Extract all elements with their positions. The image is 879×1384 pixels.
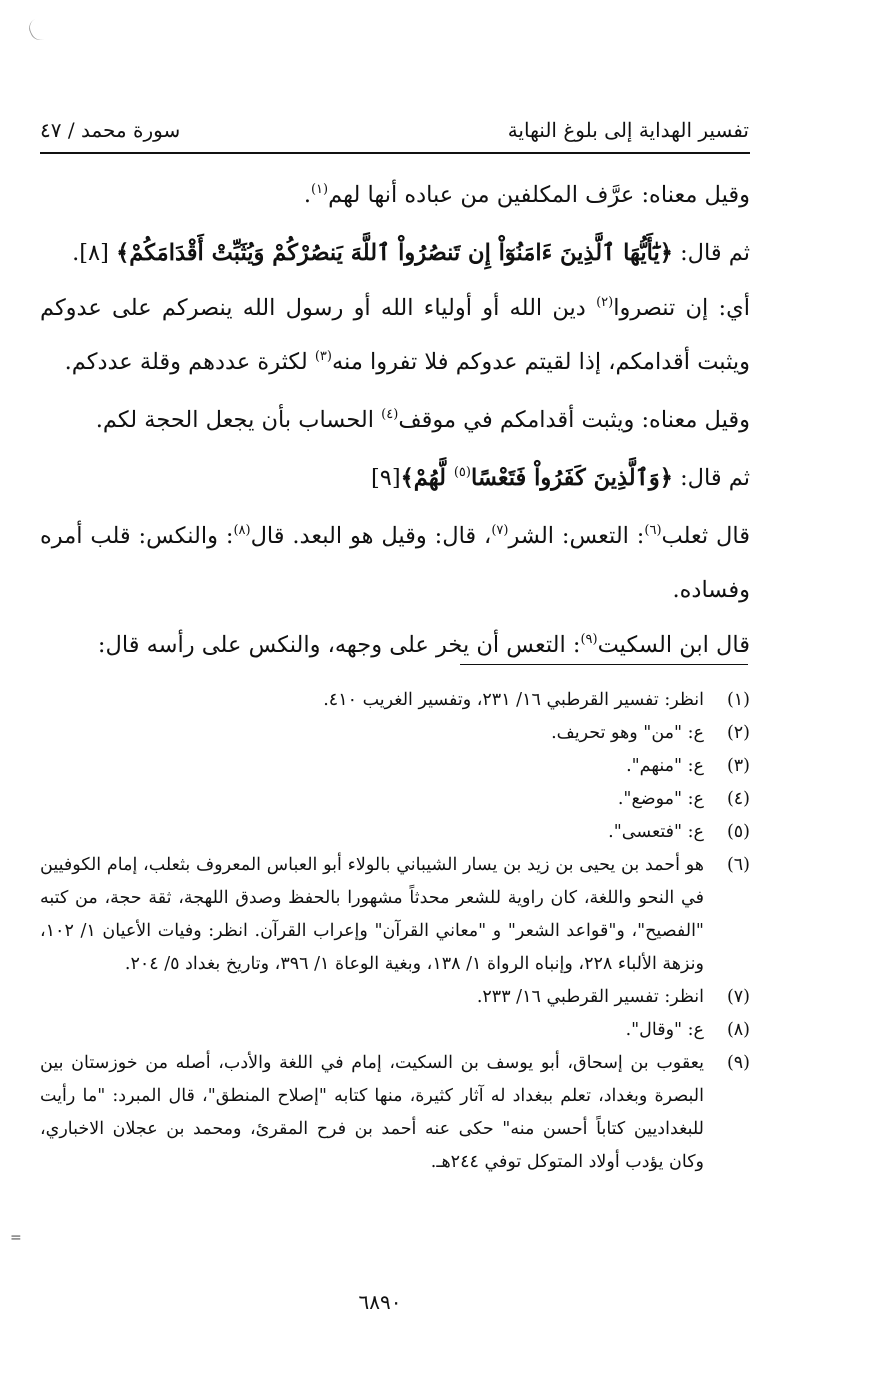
footnote-number: (٢) xyxy=(726,723,750,743)
footnote-text: ع: "من" وهو تحريف. xyxy=(551,723,704,743)
footnote xyxy=(40,783,750,816)
footnote-text: انظر: تفسير القرطبي ١٦/ ٢٣١، وتفسير الغريب ٤١٠. xyxy=(323,690,704,710)
header-rule xyxy=(40,152,750,154)
verse-ref: [٩] xyxy=(370,465,401,491)
footnote-ref: (٨) xyxy=(233,523,251,538)
footnote xyxy=(40,981,750,1014)
footnote xyxy=(40,684,750,717)
paragraph-1: وقيل معناه: عرَّف المكلفين من عباده أنها لهم$^{(١)}$. xyxy=(303,182,750,208)
footnotes-rule xyxy=(460,664,748,665)
paragraph-7: قال ابن السكيت$^{(٩)}$: التعس أن يخر على وجهه، والنكس على رأسه قال: xyxy=(97,632,750,658)
footnote-number: (٤) xyxy=(726,789,750,809)
footnote-number: (١) xyxy=(726,690,750,710)
margin-mark: = xyxy=(10,1230,22,1246)
footnote xyxy=(40,1047,750,1179)
paragraph-3: أي: إن تنصروا$^{(٢)}$ دين الله أو أولياء الله أو رسول الله ينصركم على عدوكم ويثبت أقدامكم، إذا لقيتم عدوكم فلا تفروا منه$^{(٣)}$ لكثرة عددهم وقلة عددكم. xyxy=(40,295,750,375)
quran-verse: ﴿وَٱلَّذِينَ كَفَرُواْ فَتَعْسًا xyxy=(470,465,673,491)
footnote-text: ع: "منهم". xyxy=(626,756,704,776)
footnote xyxy=(40,1014,750,1047)
footnote-number: (٧) xyxy=(726,987,750,1007)
footnote-number: (٦) xyxy=(726,855,750,875)
page-number: ٦٨٩٠ xyxy=(358,1290,402,1314)
footnote-ref: (٦) xyxy=(644,523,662,538)
footnote-ref: (٣) xyxy=(314,349,332,364)
paragraph-5: ثم قال: ﴿وَٱلَّذِينَ كَفَرُواْ فَتَعْسًا$^{(٥)}$ لَّهُمْ﴾[٩] xyxy=(370,465,750,491)
footnote xyxy=(40,849,750,981)
surah-label: سورة محمد / ٤٧ xyxy=(40,118,181,142)
paragraph-6: قال ثعلب$^{(٦)}$: التعس: الشر$^{(٧)}$، قال: وقيل هو البعد. قال$^{(٨)}$: والنكس: قلب أمره وفساده. xyxy=(40,523,750,603)
footnote-ref: (٧) xyxy=(491,523,509,538)
footnote-ref: (٢) xyxy=(596,295,614,310)
book-title: تفسير الهداية إلى بلوغ النهاية xyxy=(507,118,749,142)
footnote xyxy=(40,816,750,849)
verse-ref: [٨]. xyxy=(72,240,109,266)
footnote-ref: (٥) xyxy=(453,465,471,480)
footnote-number: (٩) xyxy=(726,1053,750,1073)
running-header xyxy=(40,112,749,148)
footnote-text: هو أحمد بن يحيى بن زيد بن يسار الشيباني بالولاء أبو العباس المعروف بثعلب، إمام الكوفيين في النحو واللغة، كان راوية للشعر محدثاً مشهورا بالحفظ وصدق اللهجة، ثقة حجة، من كتبه "الفصيح"، و"قواعد الشعر" و "معاني القرآن" وإعراب القرآن. انظر: وفيات الأعيان ١/ ١٠٢، ونزهة الألباء ٢٢٨، وإنباه الرواة ١/ ١٣٨، وبغية الوعاة ١/ ٣٩٦، وتاريخ بغداد ٥/ ٢٠٤. xyxy=(40,855,704,974)
footnote-number: (٣) xyxy=(726,756,750,776)
quran-verse: ﴿يَٰٓأَيُّهَا ٱلَّذِينَ ءَامَنُوٓاْ إِن تَنصُرُواْ ٱللَّهَ يَنصُرْكُمْ وَيُثَبِّتْ أَقْدَامَكُمْ﴾ xyxy=(116,240,673,266)
footnotes xyxy=(40,684,750,1179)
footnote-number: (٨) xyxy=(726,1020,750,1040)
footnote-ref: (٤) xyxy=(381,407,399,422)
footnote-text: انظر: تفسير القرطبي ١٦/ ٢٣٣. xyxy=(476,987,704,1007)
footnote xyxy=(40,717,750,750)
footnote-text: ع: "فتعسى". xyxy=(608,822,704,842)
footnote xyxy=(40,750,750,783)
footnote-ref: (٩) xyxy=(580,632,598,647)
footnote-number: (٥) xyxy=(726,822,750,842)
footnote-text: يعقوب بن إسحاق، أبو يوسف بن السكيت، إمام في اللغة والأدب، أصله من خوزستان بين البصرة وبغداد، تعلم ببغداد له آثار كثيرة، منها كتابه "إصلاح المنطق"، قال المبرد: "ما رأيت للبغداديين كتاباً أحسن منه" حكى عنه أحمد بن فرح المقرئ، ومحمد بن عجلان الاخباري، وكان يؤدب أولاد المتوكل توفي ٢٤٤هـ. xyxy=(40,1053,704,1172)
quran-verse-end: لَّهُمْ﴾ xyxy=(400,465,454,491)
main-text xyxy=(40,170,750,674)
paragraph-2: ثم قال: ﴿يَٰٓأَيُّهَا ٱلَّذِينَ ءَامَنُوٓاْ إِن تَنصُرُواْ ٱللَّهَ يَنصُرْكُمْ وَيُثَبِّتْ أَقْدَامَكُمْ﴾ [٨]. xyxy=(72,240,750,266)
footnote-ref: (١) xyxy=(310,182,329,197)
paragraph-4: وقيل معناه: ويثبت أقدامكم في موقف$^{(٤)}$ الحساب بأن يجعل الحجة لكم. xyxy=(95,407,750,433)
scan-mark xyxy=(26,19,45,44)
footnote-text: ع: "موضع". xyxy=(617,789,704,809)
footnote-text: ع: "وقال". xyxy=(625,1020,704,1040)
